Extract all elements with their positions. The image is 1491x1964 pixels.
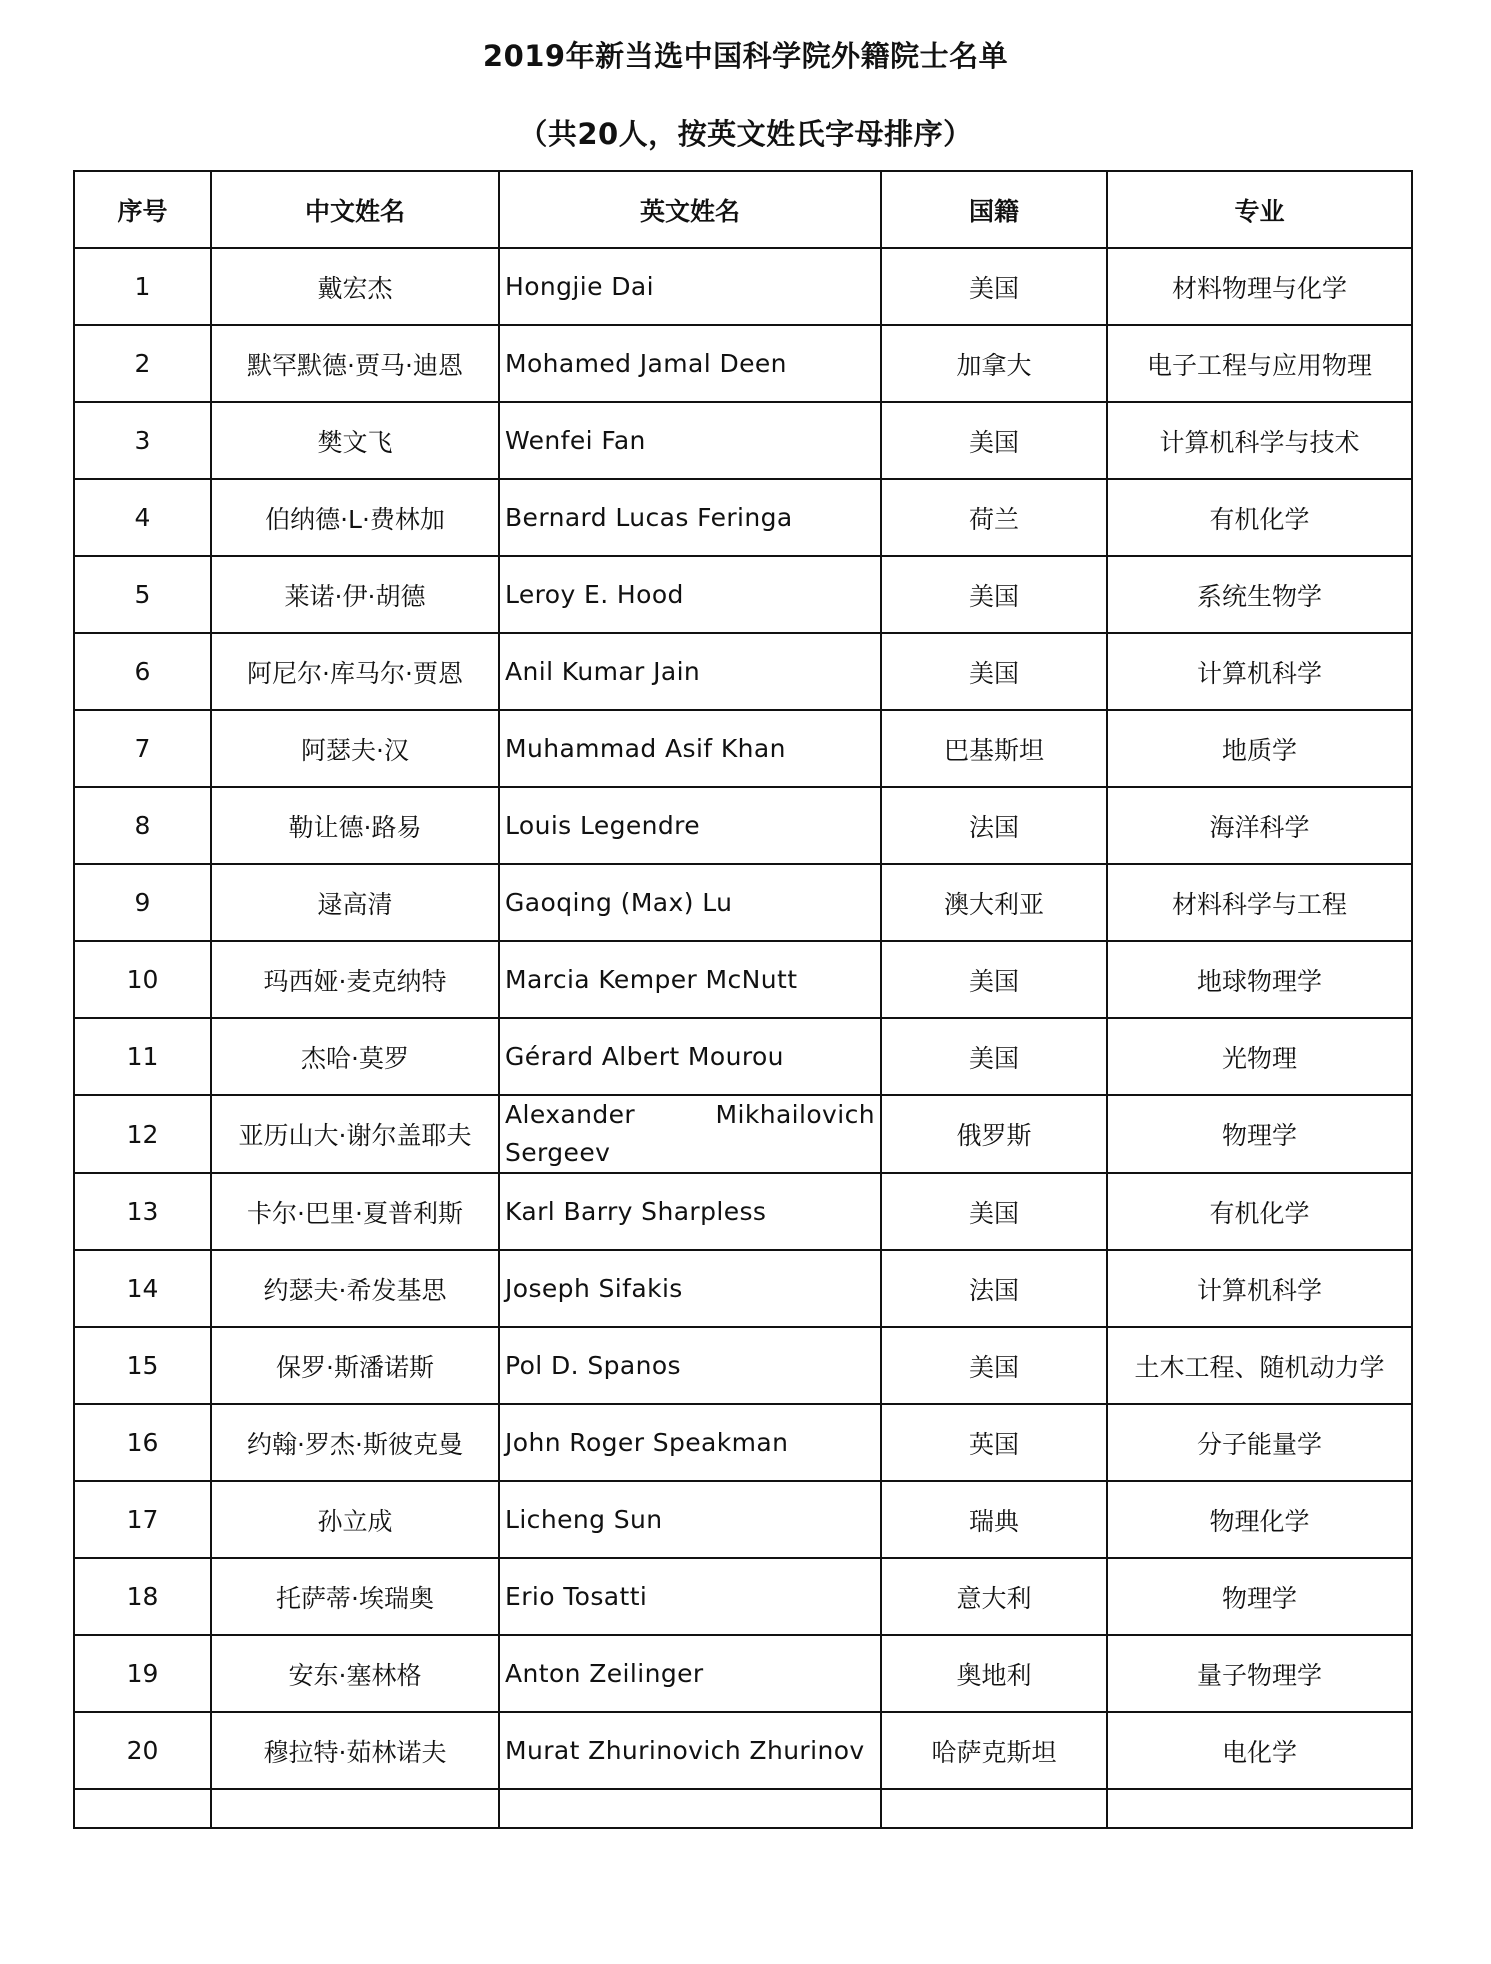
cell-index: 17 bbox=[74, 1481, 211, 1558]
cell-name-en: Gérard Albert Mourou bbox=[499, 1018, 881, 1095]
cell-name-en: Erio Tosatti bbox=[499, 1558, 881, 1635]
cell-name-cn: 卡尔·巴里·夏普利斯 bbox=[211, 1173, 499, 1250]
table-body bbox=[74, 248, 1412, 1828]
cell-index: 15 bbox=[74, 1327, 211, 1404]
cell-nationality: 美国 bbox=[881, 402, 1107, 479]
cell-index: 11 bbox=[74, 1018, 211, 1095]
cell-name-cn: 伯纳德·L·费林加 bbox=[211, 479, 499, 556]
cell-nationality: 美国 bbox=[881, 941, 1107, 1018]
cell-index: 12 bbox=[74, 1095, 211, 1173]
cell-field: 光物理 bbox=[1107, 1018, 1412, 1095]
cell-empty bbox=[1107, 1789, 1412, 1828]
cell-name-en: Joseph Sifakis bbox=[499, 1250, 881, 1327]
cell-nationality: 荷兰 bbox=[881, 479, 1107, 556]
cell-name-en: Licheng Sun bbox=[499, 1481, 881, 1558]
cell-name-cn: 逯高清 bbox=[211, 864, 499, 941]
cell-name-en: Hongjie Dai bbox=[499, 248, 881, 325]
cell-index: 10 bbox=[74, 941, 211, 1018]
cell-empty bbox=[211, 1789, 499, 1828]
cell-field: 计算机科学与技术 bbox=[1107, 402, 1412, 479]
cell-name-cn: 默罕默德·贾马·迪恩 bbox=[211, 325, 499, 402]
cell-field: 量子物理学 bbox=[1107, 1635, 1412, 1712]
cell-nationality: 巴基斯坦 bbox=[881, 710, 1107, 787]
cell-index: 5 bbox=[74, 556, 211, 633]
cell-nationality: 美国 bbox=[881, 248, 1107, 325]
cell-index: 14 bbox=[74, 1250, 211, 1327]
cell-name-cn: 穆拉特·茹林诺夫 bbox=[211, 1712, 499, 1789]
cell-nationality: 哈萨克斯坦 bbox=[881, 1712, 1107, 1789]
cell-index: 20 bbox=[74, 1712, 211, 1789]
cell-name-cn: 勒让德·路易 bbox=[211, 787, 499, 864]
cell-name-en: Karl Barry Sharpless bbox=[499, 1173, 881, 1250]
cell-name-en: Bernard Lucas Feringa bbox=[499, 479, 881, 556]
table-row bbox=[74, 1712, 1412, 1789]
header-nationality: 国籍 bbox=[881, 171, 1107, 248]
cell-name-en: Leroy E. Hood bbox=[499, 556, 881, 633]
table-row bbox=[74, 1481, 1412, 1558]
cell-name-en: Murat Zhurinovich Zhurinov bbox=[499, 1712, 881, 1789]
cell-name-en: John Roger Speakman bbox=[499, 1404, 881, 1481]
cell-name-en: Anil Kumar Jain bbox=[499, 633, 881, 710]
cell-index: 4 bbox=[74, 479, 211, 556]
cell-name-en: Mohamed Jamal Deen bbox=[499, 325, 881, 402]
cell-name-cn: 玛西娅·麦克纳特 bbox=[211, 941, 499, 1018]
cell-name-cn: 孙立成 bbox=[211, 1481, 499, 1558]
table-blank-row bbox=[74, 1789, 1412, 1828]
cell-name-en: Marcia Kemper McNutt bbox=[499, 941, 881, 1018]
cell-name-cn: 戴宏杰 bbox=[211, 248, 499, 325]
cell-nationality: 瑞典 bbox=[881, 1481, 1107, 1558]
table-row bbox=[74, 479, 1412, 556]
cell-name-en: Wenfei Fan bbox=[499, 402, 881, 479]
cell-nationality: 奥地利 bbox=[881, 1635, 1107, 1712]
cell-name-cn: 莱诺·伊·胡德 bbox=[211, 556, 499, 633]
cell-name-cn: 托萨蒂·埃瑞奥 bbox=[211, 1558, 499, 1635]
cell-name-en: Alexander Mikhailovich Sergeev bbox=[499, 1095, 881, 1173]
cell-nationality: 意大利 bbox=[881, 1558, 1107, 1635]
cell-index: 19 bbox=[74, 1635, 211, 1712]
cell-index: 9 bbox=[74, 864, 211, 941]
cell-field: 电化学 bbox=[1107, 1712, 1412, 1789]
cell-field: 物理化学 bbox=[1107, 1481, 1412, 1558]
cell-empty bbox=[881, 1789, 1107, 1828]
cell-name-en: Pol D. Spanos bbox=[499, 1327, 881, 1404]
cell-field: 电子工程与应用物理 bbox=[1107, 325, 1412, 402]
header-index: 序号 bbox=[74, 171, 211, 248]
cell-name-cn: 保罗·斯潘诺斯 bbox=[211, 1327, 499, 1404]
cell-name-en: Louis Legendre bbox=[499, 787, 881, 864]
cell-field: 物理学 bbox=[1107, 1095, 1412, 1173]
table-row bbox=[74, 864, 1412, 941]
table-row bbox=[74, 1558, 1412, 1635]
cell-nationality: 美国 bbox=[881, 1018, 1107, 1095]
header-name-en: 英文姓名 bbox=[499, 171, 881, 248]
table-row bbox=[74, 1635, 1412, 1712]
cell-name-en: Gaoqing (Max) Lu bbox=[499, 864, 881, 941]
cell-index: 13 bbox=[74, 1173, 211, 1250]
cell-field: 海洋科学 bbox=[1107, 787, 1412, 864]
table-header-row bbox=[74, 171, 1412, 248]
cell-index: 6 bbox=[74, 633, 211, 710]
cell-index: 3 bbox=[74, 402, 211, 479]
cell-nationality: 英国 bbox=[881, 1404, 1107, 1481]
cell-name-cn: 约瑟夫·希发基思 bbox=[211, 1250, 499, 1327]
cell-name-en: Muhammad Asif Khan bbox=[499, 710, 881, 787]
cell-name-cn: 亚历山大·谢尔盖耶夫 bbox=[211, 1095, 499, 1173]
header-name-cn: 中文姓名 bbox=[211, 171, 499, 248]
table-row bbox=[74, 1327, 1412, 1404]
cell-field: 地球物理学 bbox=[1107, 941, 1412, 1018]
academician-table bbox=[73, 170, 1413, 1829]
cell-empty bbox=[74, 1789, 211, 1828]
table-row bbox=[74, 402, 1412, 479]
table-row bbox=[74, 941, 1412, 1018]
cell-name-cn: 樊文飞 bbox=[211, 402, 499, 479]
table-row bbox=[74, 710, 1412, 787]
document-subtitle: （共20人，按英文姓氏字母排序） bbox=[518, 117, 973, 151]
table-row bbox=[74, 248, 1412, 325]
cell-nationality: 法国 bbox=[881, 1250, 1107, 1327]
cell-field: 土木工程、随机动力学 bbox=[1107, 1327, 1412, 1404]
cell-nationality: 美国 bbox=[881, 556, 1107, 633]
table-row bbox=[74, 1404, 1412, 1481]
document-title: 2019年新当选中国科学院外籍院士名单 bbox=[482, 39, 1009, 73]
cell-field: 物理学 bbox=[1107, 1558, 1412, 1635]
table-row bbox=[74, 1173, 1412, 1250]
cell-nationality: 美国 bbox=[881, 633, 1107, 710]
cell-name-cn: 约翰·罗杰·斯彼克曼 bbox=[211, 1404, 499, 1481]
cell-index: 2 bbox=[74, 325, 211, 402]
cell-field: 计算机科学 bbox=[1107, 633, 1412, 710]
cell-nationality: 美国 bbox=[881, 1173, 1107, 1250]
cell-field: 材料物理与化学 bbox=[1107, 248, 1412, 325]
table-row bbox=[74, 556, 1412, 633]
cell-name-cn: 阿瑟夫·汉 bbox=[211, 710, 499, 787]
cell-field: 有机化学 bbox=[1107, 479, 1412, 556]
cell-field: 材料科学与工程 bbox=[1107, 864, 1412, 941]
cell-nationality: 澳大利亚 bbox=[881, 864, 1107, 941]
table-row bbox=[74, 1095, 1412, 1173]
cell-name-cn: 杰哈·莫罗 bbox=[211, 1018, 499, 1095]
cell-field: 地质学 bbox=[1107, 710, 1412, 787]
header-field: 专业 bbox=[1107, 171, 1412, 248]
cell-name-cn: 阿尼尔·库马尔·贾恩 bbox=[211, 633, 499, 710]
cell-index: 7 bbox=[74, 710, 211, 787]
cell-field: 分子能量学 bbox=[1107, 1404, 1412, 1481]
table-row bbox=[74, 787, 1412, 864]
cell-empty bbox=[499, 1789, 881, 1828]
table-row bbox=[74, 1250, 1412, 1327]
cell-nationality: 加拿大 bbox=[881, 325, 1107, 402]
cell-index: 8 bbox=[74, 787, 211, 864]
cell-name-cn: 安东·塞林格 bbox=[211, 1635, 499, 1712]
cell-nationality: 俄罗斯 bbox=[881, 1095, 1107, 1173]
cell-index: 16 bbox=[74, 1404, 211, 1481]
table-row bbox=[74, 1018, 1412, 1095]
cell-name-en: Anton Zeilinger bbox=[499, 1635, 881, 1712]
table-row bbox=[74, 633, 1412, 710]
cell-field: 系统生物学 bbox=[1107, 556, 1412, 633]
cell-nationality: 法国 bbox=[881, 787, 1107, 864]
cell-index: 18 bbox=[74, 1558, 211, 1635]
cell-field: 计算机科学 bbox=[1107, 1250, 1412, 1327]
cell-index: 1 bbox=[74, 248, 211, 325]
cell-field: 有机化学 bbox=[1107, 1173, 1412, 1250]
table-row bbox=[74, 325, 1412, 402]
cell-nationality: 美国 bbox=[881, 1327, 1107, 1404]
